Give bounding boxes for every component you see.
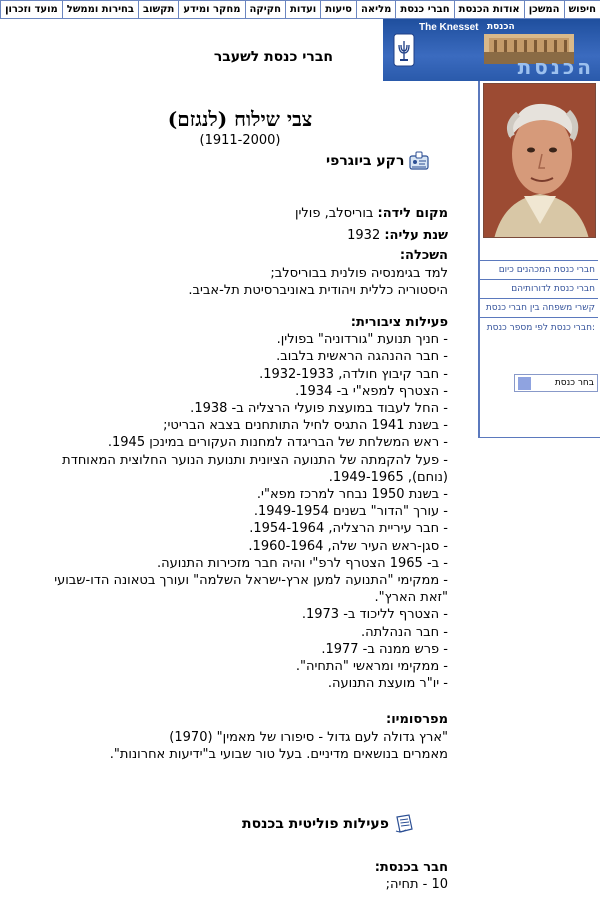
nav-tab-search[interactable]: חיפוש [564, 1, 600, 18]
activity-item: - בשנת 1950 נבחר למרכז מפא"י. [256, 487, 448, 503]
aliyah-row [8, 227, 448, 244]
nav-tab-plenum[interactable]: מליאה [356, 1, 395, 18]
nav-tab-research[interactable]: מחקר ומידע [178, 1, 244, 18]
public-activity-list [8, 331, 448, 692]
education-label: השכלה: [399, 248, 448, 264]
publication-line: "ארץ גדולה לעם גדול - סיפורו של מאמין" (1970) [169, 729, 448, 745]
activity-item: - פעל להקמתה של התנועה הציונית ותנועת הנוער החלוצית המאוחדת [62, 452, 448, 468]
activity-item: - ב- 1965 הצטרף לרפ"י והיה חבר מזכירות התנועה. [157, 555, 448, 571]
birthplace-label: מקום לידה: [377, 206, 448, 221]
activity-item: - חניך תנועת "גורדוניה" בפולין. [276, 332, 448, 348]
education-line: היסטוריה כללית ויהודית באוניברסיטת תל-אביב. [188, 282, 448, 298]
education-line: למד בגימנסיה פולנית בבוריסלב; [270, 265, 448, 281]
nav-tab-committees[interactable]: ועדות [285, 1, 320, 18]
brand-english: The Knesset [419, 22, 479, 33]
nav-tab-factions[interactable]: סיעות [320, 1, 356, 18]
political-heading-row [242, 813, 415, 835]
menorah-emblem-icon [393, 33, 415, 67]
activity-item: - בשנת 1941 התגיס לחיל התותחנים בצבא הבריטי; [163, 418, 448, 434]
brand-hebrew-large: הכנסת [517, 55, 594, 79]
activity-item: - ממקימי ומראשי "התחיה". [295, 659, 448, 675]
activity-item: - חבר הנהלתה. [360, 624, 448, 640]
sidebar-link-all-members[interactable]: חברי כנסת לדורותיהם [480, 280, 598, 299]
nav-tab-memorial[interactable]: מועד וזכרון [0, 1, 62, 18]
member-name: צבי שילוח (לנגזם) [167, 107, 313, 131]
bio-heading-row [326, 150, 430, 172]
activity-item: - חבר קיבוץ חולדה, 1932-1933. [259, 366, 448, 382]
publications-label: מפרסומיו: [386, 712, 448, 728]
activity-item: - הצטרף למפא"י ב- 1934. [295, 383, 448, 399]
activity-item: "זאת הארץ". [374, 590, 448, 606]
portrait-image [484, 84, 596, 238]
brand-hebrew-small: הכנסת [487, 22, 515, 32]
nav-tab-computing[interactable]: תקשוב [138, 1, 178, 18]
activity-item: - הצטרף לליכוד ב- 1973. [301, 607, 448, 623]
member-in-knesset-value: 10 - תחיה; [385, 877, 448, 893]
activity-item: - סגן-ראש העיר שלה, 1960-1964. [248, 538, 448, 554]
sidebar-link-current-members[interactable]: חברי כנסת המכהנים כיום [480, 260, 598, 280]
member-portrait [483, 83, 596, 238]
knesset-select[interactable] [514, 374, 598, 392]
top-nav [0, 0, 600, 19]
activity-item: - עורך "הדור" בשנים 1949-1954. [253, 504, 448, 520]
sidebar-link-family-ties[interactable]: קשרי משפחה בין חברי כנסת [480, 299, 598, 318]
member-in-knesset-label: חבר בכנסת: [374, 860, 448, 875]
nav-tab-mishkan[interactable]: המשכן [524, 1, 564, 18]
activity-item: - ראש המשלחת של הבריגדה למחנות העקורים במינכן 1945. [107, 435, 448, 451]
knesset-banner[interactable] [383, 19, 600, 81]
nav-tab-members[interactable]: חברי כנסת [395, 1, 453, 18]
birthplace-value: בוריסלב, פולין [294, 206, 374, 221]
nav-tab-legislation[interactable]: חקיקה [245, 1, 285, 18]
activity-item: - חבר עיריית הרצליה, 1954-1964. [249, 521, 448, 537]
activity-item: - ממקימי "התנועה למען ארץ-ישראל השלמה" ועורך בטאונה הדו-שבועי [54, 573, 448, 589]
activity-item: - יו"ר מועצת התנועה. [327, 676, 448, 692]
page-section-title: חברי כנסת לשעבר [213, 49, 333, 65]
aliyah-value: 1932 [347, 228, 381, 244]
select-arrow-icon [518, 377, 531, 390]
activity-item: - חבר ההנהגה הראשית בלבוב. [276, 349, 448, 365]
political-section [8, 859, 448, 893]
bio-section [8, 205, 448, 763]
sidebar-search-label: חברי כנסת לפי מספר כנסת: [486, 323, 595, 333]
nav-tab-elections[interactable]: בחירות וממשל [62, 1, 138, 18]
bio-heading: רקע ביוגרפי [326, 153, 405, 169]
public-activity-label: פעילות ציבורית: [350, 315, 448, 331]
document-icon [393, 813, 415, 835]
knesset-select-value: בחר כנסת [554, 378, 594, 388]
sidebar-links [480, 260, 598, 335]
activity-item: - פרש ממנה ב- 1977. [321, 641, 448, 657]
activity-item: (נוחם), 1949-1965. [328, 469, 448, 485]
political-heading: פעילות פוליטית בכנסת [242, 816, 389, 832]
publication-line: מאמרים בנושאים מדיניים. בעל טור שבועי ב"ידיעות אחרונות". [109, 746, 448, 762]
activity-item: - החל לעבוד במועצת פועלי הרצליה ב- 1938. [190, 401, 448, 417]
aliyah-label: שנת עליה: [384, 228, 448, 244]
id-card-icon [408, 150, 430, 172]
birthplace-row [8, 205, 448, 222]
member-years: (1911-2000) [199, 133, 281, 148]
nav-tab-about[interactable]: אודות הכנסת [454, 1, 524, 18]
